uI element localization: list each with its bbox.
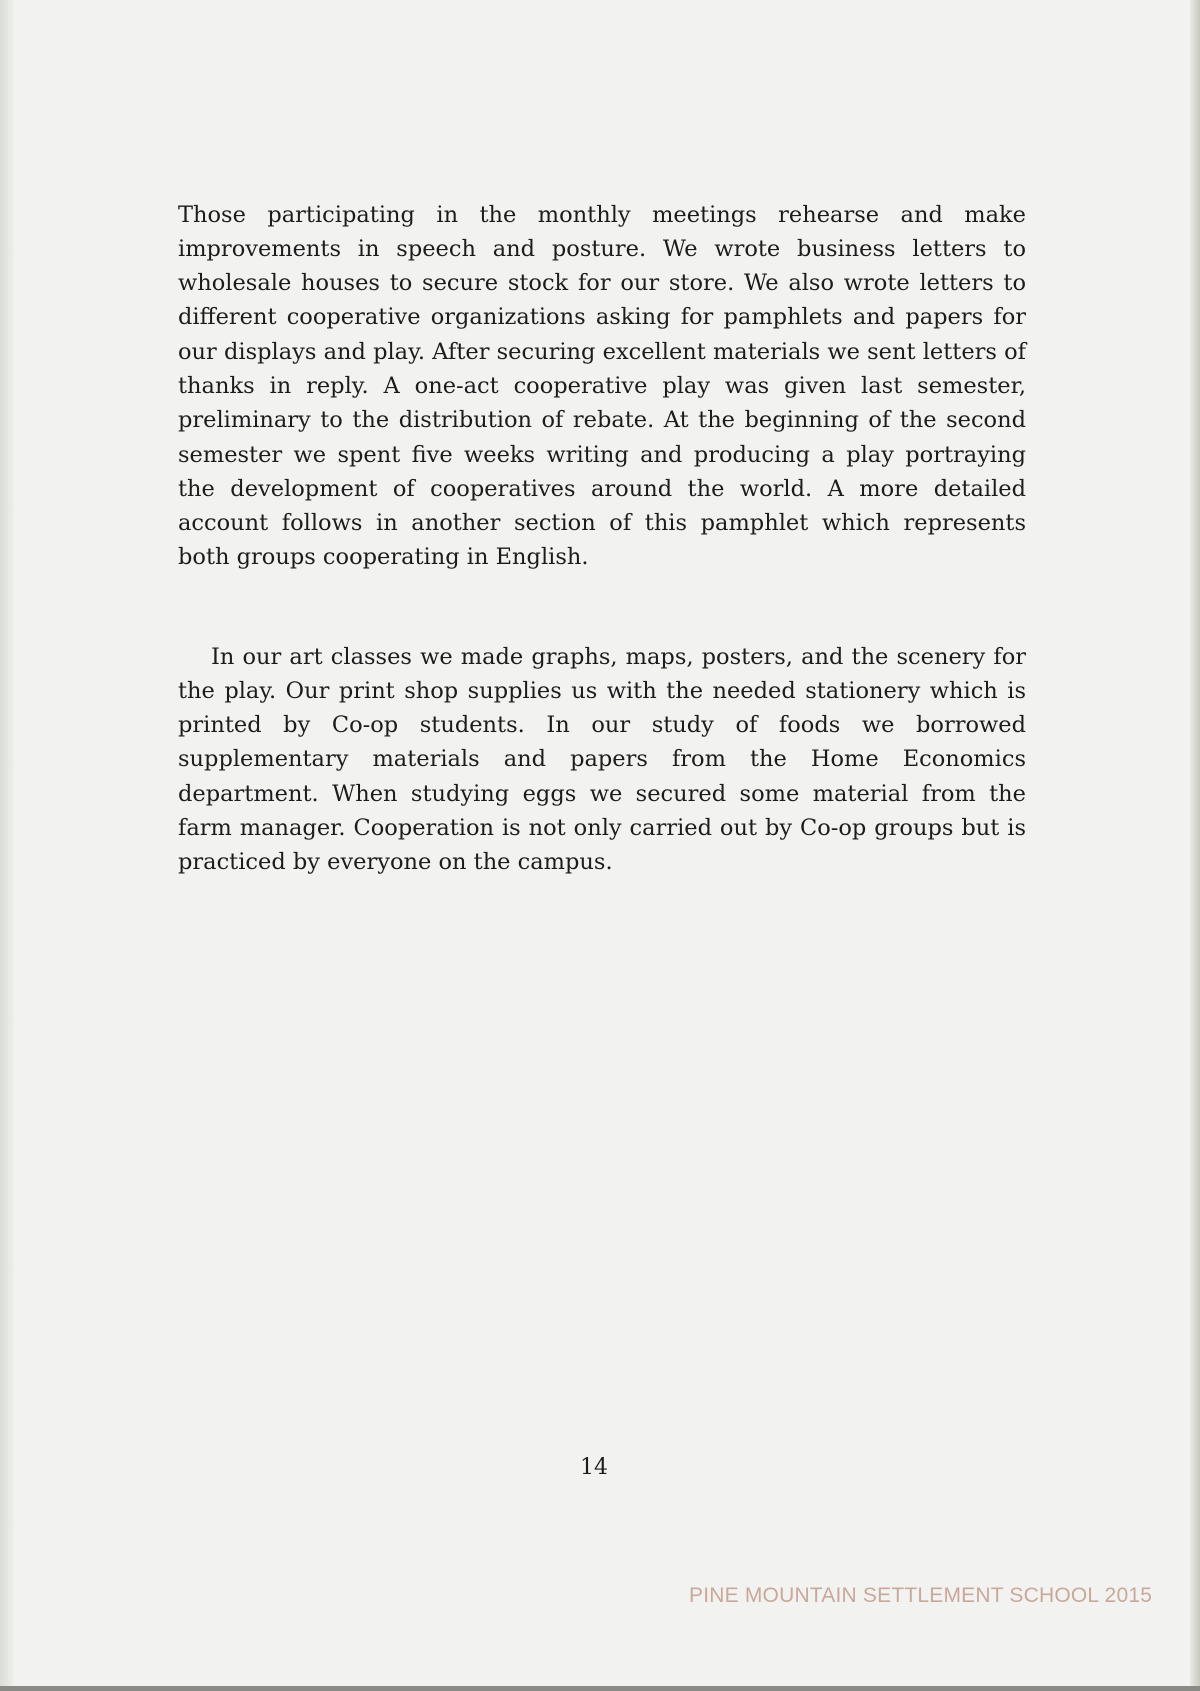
page-left-edge — [0, 0, 14, 1691]
watermark: PINE MOUNTAIN SETTLEMENT SCHOOL 2015 — [689, 1584, 1153, 1607]
page-right-edge — [1190, 0, 1200, 1691]
page-bottom-edge — [0, 1686, 1200, 1691]
paragraph-art-classes: In our art classes we made graphs, maps, posters, and the scenery for the play. Our print shop supplies us with the needed stationery which is printed by Co-op students. In our study of foods we borrowed supplementary materials and papers from the Home Economics department. When studying eggs we secured some material from the farm manager. Cooperation is not only carried out by Co-op groups but is practiced by everyone on the campus. — [178, 643, 1026, 876]
paragraph-english-activities: Those participating in the monthly meetings rehearse and make improvements in speech and posture. We wrote business letters to wholesale houses to secure stock for our store. We also wrote letters to different cooperative organizations asking for pamphlets and papers for our displays and play. After securing excellent materials we sent letters of thanks in reply. A one-act cooperative play was given last semester, preliminary to the distribution of rebate. At the beginning of the second semester we spent five weeks writing and producing a play portraying the development of cooperatives around the world. A more detailed account follows in another section of this pamphlet which represents both groups cooperating in English. — [178, 201, 1026, 571]
page-number: 14 — [580, 1455, 608, 1480]
